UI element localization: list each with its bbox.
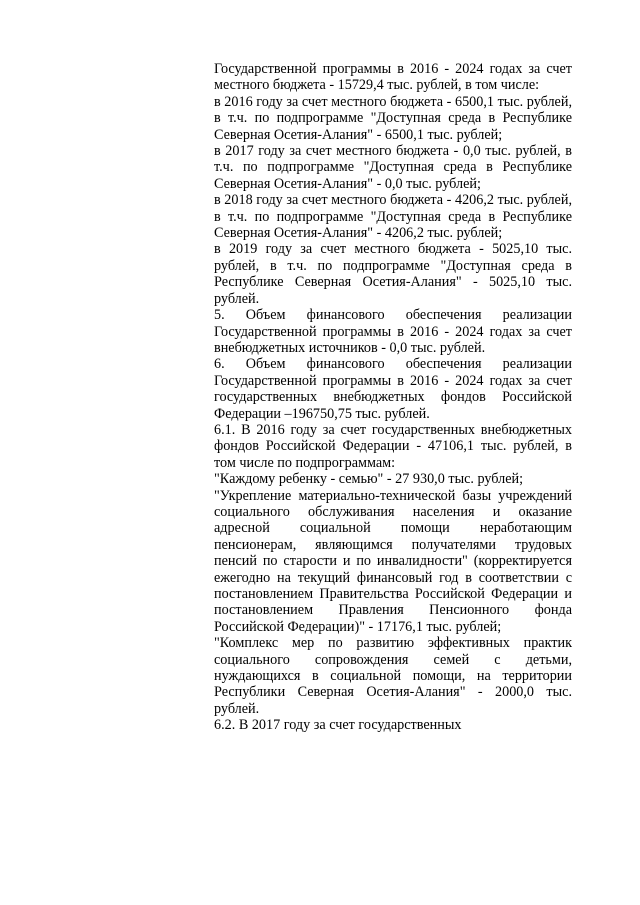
paragraph-local-budget-total: Государственной программы в 2016 - 2024 годах за счет местного бюджета - 15729,4 тыс. рублей, в том числе: xyxy=(214,61,572,94)
paragraph-2016-local-budget: в 2016 году за счет местного бюджета - 6500,1 тыс. рублей, в т.ч. по подпрограмме "Доступная среда в Республике Северная Осетия-Алания" - 6500,1 тыс. рублей; xyxy=(214,93,572,143)
paragraph-item-6-state-funds: 6. Объем финансового обеспечения реализации Государственной программы в 2016 - 2024 годах за счет государственных внебюджетных фондов Российской Федерации –196750,75 тыс. рублей. xyxy=(214,356,572,422)
paragraph-item-5-extrabudgetary: 5. Объем финансового обеспечения реализации Государственной программы в 2016 - 2024 годах за счет внебюджетных источников - 0,0 тыс. рублей. xyxy=(214,307,572,356)
paragraph-2018-local-budget: в 2018 году за счет местного бюджета - 4206,2 тыс. рублей, в т.ч. по подпрограмме "Доступная среда в Республике Северная Осетия-Алания" - 4206,2 тыс. рублей; xyxy=(214,192,572,242)
paragraph-item-6-1-2016: 6.1. В 2016 году за счет государственных внебюджетных фондов Российской Федерации - 47106,1 тыс. рублей, в том числе по подпрограммам: xyxy=(214,421,572,471)
paragraph-subprogram-material-base: "Укрепление материально-технической базы учреждений социального обслуживания населения и оказание адресной социальной помощи неработающим пенсионерам, являющимся получателями трудовых пенсий по старости и по инвалидности" (корректируется ежегодно на текущий финансовый год в соответствии с постановлением Правительства Российской Федерации и постановлением Правления Пенсионного фонда Российской Федерации)" - 17176,1 тыс. рублей; xyxy=(214,487,572,635)
paragraph-item-6-2-2017: 6.2. В 2017 году за счет государственных xyxy=(214,717,462,734)
paragraph-subprogram-social-support-families: "Комплекс мер по развитию эффективных практик социального сопровождения семей с детьми, нуждающихся в социальной помощи, на территории Республики Северная Осетия-Алания" - 2000,0 тыс. рублей. xyxy=(214,635,572,717)
paragraph-2019-local-budget: в 2019 году за счет местного бюджета - 5025,10 тыс. рублей, в т.ч. по подпрограмме "Доступная среда в Республике Северная Осетия-Алания" - 5025,10 тыс. рублей. xyxy=(214,241,572,307)
paragraph-subprogram-every-child-family: "Каждому ребенку - семью" - 27 930,0 тыс. рублей; xyxy=(214,471,524,488)
document-text-column xyxy=(214,61,572,734)
paragraph-2017-local-budget: в 2017 году за счет местного бюджета - 0,0 тыс. рублей, в т.ч. по подпрограмме "Доступная среда в Республике Северная Осетия-Алания" - 0,0 тыс. рублей; xyxy=(214,143,572,192)
